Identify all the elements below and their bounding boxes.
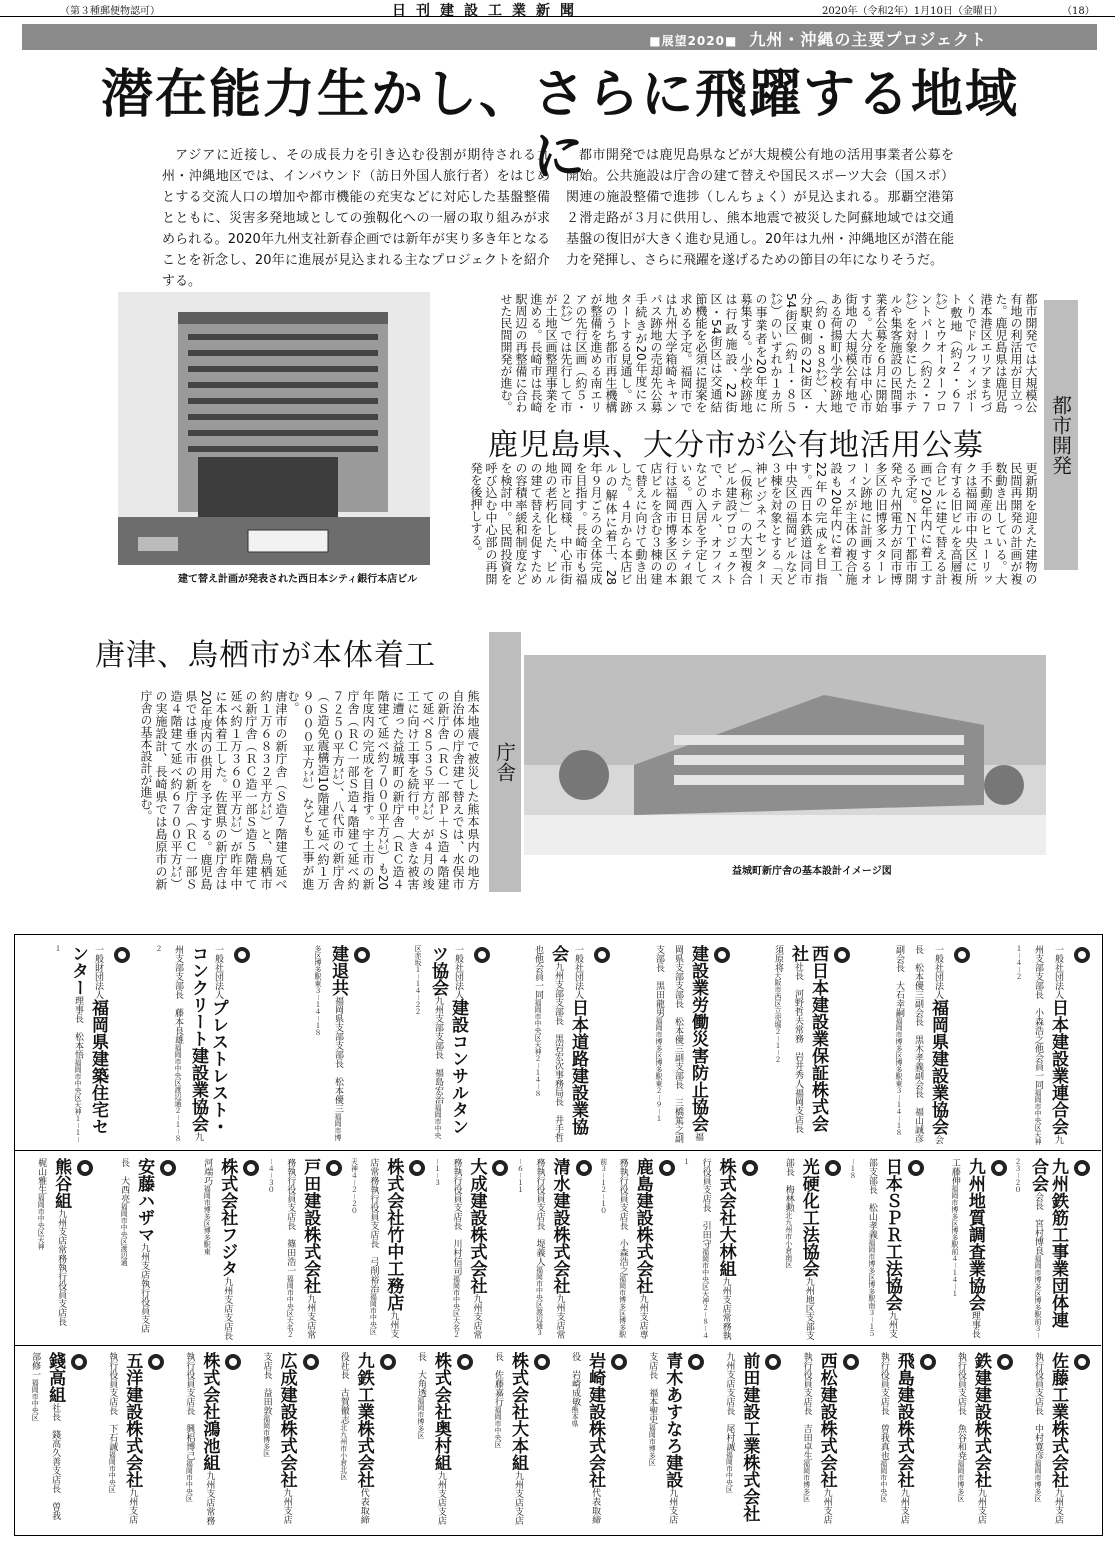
company-logo-icon <box>841 1352 863 1374</box>
ad-address: 福岡市中央区 <box>108 1451 117 1493</box>
ad-address: 福岡市中央区天神２－８－４１ <box>682 1158 710 1339</box>
ad-block <box>978 945 1094 1145</box>
ad-block <box>932 1158 1011 1347</box>
ad-person: 支店長 曽我部修一 <box>30 1352 61 1520</box>
ad-address: 福岡市博多区博多駅東３－１４－１８ <box>895 1017 903 1136</box>
ad-person: 支店長 大角透 <box>415 1352 446 1525</box>
ad-organization: 株式会社鴻池組 <box>199 1352 220 1471</box>
company-logo-icon <box>1072 1158 1094 1180</box>
ad-department: 九州支店 <box>368 1158 399 1338</box>
toshi-text-top: 都市開発では大規模公有地の利活用が目立った。鹿児島県は鹿児島港本港区エリアまちづくりでドルフィンポート敷地（約２・６７㌶）とウオーターフロントパーク（約２・７㌶）を対象にしたホテルや集客施設の民間事業者公募を６月に開始する。大分市は中心市街地の大規模公有地である荷揚町小学校跡地（約０・８８㌶）、大分駅東側の22街区・54街区（約１・８５㌶）のいずれか１カ所の事業者を20年度に募集する。小学校跡地は行政施設、22街区・54街区は交通結節機能を必須に提案を求める予定。福岡市では九州大学箱崎キャンパス跡地の売却先公募手続きが20年度にスタートする見通し。跡地のうち都市再生機構が整備を進める南エリアの先行区画（約５・２㌶）では先行して市が土地区画整理事業を進める。長崎市は長崎駅周辺の再整備に合わせた民間開発が進む。 <box>499 293 1038 413</box>
ad-department: 九州支店 <box>637 1294 648 1330</box>
ad-person: 専務執行役員支店長 小森浩之 <box>617 1158 648 1339</box>
ad-person: 執行役員支店長 曽我真也 <box>878 1352 889 1460</box>
ad-department: 九州支部 <box>866 1158 897 1338</box>
ad-person: 副会長 大石幸嗣 <box>894 945 904 1017</box>
ad-block <box>600 1158 679 1340</box>
company-logo-icon <box>592 945 614 967</box>
tag-toshi: 都市開発 <box>1044 300 1078 570</box>
ad-organization: 株式会社竹中工務店 <box>383 1158 404 1311</box>
ad-person: 執行役員支店長 中村寛彦 <box>1032 1352 1043 1460</box>
ad-organization: 株式会社奥村組 <box>430 1352 451 1471</box>
ad-block <box>350 1158 429 1340</box>
ad-department: 福岡県支部 <box>333 996 343 1041</box>
ad-person: 支店長 福本聖史 <box>647 1352 658 1424</box>
ad-address: 福岡市博多区 <box>802 1460 811 1502</box>
ad-person: 執行役員支店長 下石誠 <box>107 1352 118 1451</box>
ad-organization: 西松建設株式会社 <box>816 1352 837 1488</box>
ad-department: 九州支部 <box>433 996 443 1032</box>
ad-block <box>249 1352 322 1528</box>
ad-block <box>481 1352 554 1528</box>
company-logo-icon <box>407 1158 429 1180</box>
ad-block <box>635 1352 708 1528</box>
ad-organization: 九州地質調査業協会 <box>964 1158 985 1311</box>
chousha-text-left: 唐津市の新庁舎（Ｓ造７階建て延べ約１万６８３２平方㍍）と、鳥栖市の新庁舎（ＲＣ造一部Ｓ造５階建て延べ約１万３６０平方㍍）が昨年中に本体着工した。佐賀県の新庁舎は20年度内の供用を予定する。鹿児島県では垂水市の新庁舎（ＲＣ一部Ｓ造４階建て延べ約６７００平方㍍）の実施設計、長崎県では島原市の新庁舎の基本設計が進む。 <box>139 690 288 890</box>
ad-organization: 鉄建建設株式会社 <box>970 1352 991 1488</box>
ad-person: 会長 宮村博良 <box>1032 1192 1043 1255</box>
paper-name: 日刊建設工業新聞 <box>392 3 584 19</box>
ad-organization: 福岡県建築住宅センター <box>68 945 108 1135</box>
ad-department: 九州支店 <box>435 1471 446 1507</box>
ad-organization: 株式会社大林組 <box>715 1158 736 1277</box>
ad-block <box>867 1352 940 1528</box>
ad-organization: 株式会社フジタ <box>217 1158 238 1277</box>
ad-address: 福岡市博多区 <box>648 1424 657 1466</box>
ad-organization: 福岡県建設業協会 <box>928 999 948 1135</box>
company-logo-icon <box>75 1158 97 1180</box>
ad-organization: 飛島建設株式会社 <box>893 1352 914 1488</box>
ad-department: 九州支店 <box>512 1471 523 1507</box>
ad-person: 支部長 松本優三 <box>333 1041 343 1113</box>
ad-block <box>138 945 254 1145</box>
ad-block <box>18 945 134 1145</box>
postal-note: （第３種郵便物認可） <box>60 6 160 17</box>
ad-block <box>184 1158 263 1349</box>
ad-person: 理事長 松本悟 <box>73 996 83 1059</box>
section-title: 九州・沖縄の主要プロジェクト <box>749 30 987 49</box>
company-logo-icon <box>146 1352 168 1374</box>
ad-block <box>858 945 974 1145</box>
ad-person: 代表取締役 岩崎成敏 <box>570 1352 601 1524</box>
ad-address: 福岡市中央区天神４－２－２０ <box>350 1158 378 1335</box>
ad-block <box>738 945 854 1145</box>
ad-address: 福岡市中央区天神１－１－１ <box>54 945 82 1143</box>
company-logo-icon <box>763 1352 785 1374</box>
headline: 潜在能力生かし、さらに飛躍する地域に <box>100 65 1019 187</box>
company-logo-icon <box>918 1352 940 1374</box>
ad-address: 福岡市中央区渡辺通３－６－１１ <box>516 1158 544 1336</box>
ad-address: 熊本県 <box>571 1406 580 1427</box>
ad-department: 九州支店 <box>821 1488 832 1524</box>
ad-block <box>849 1158 928 1340</box>
ad-person: 執行役員支店長 大西亮 <box>119 1158 150 1333</box>
company-logo-icon <box>995 1352 1017 1374</box>
ad-address: 福岡市博多区 <box>956 1460 965 1502</box>
company-logo-icon <box>686 1352 708 1374</box>
ad-organization: 建設コンサルタンツ協会 <box>428 945 468 1135</box>
ad-organization: 熊谷組 <box>51 1158 72 1209</box>
ad-block <box>433 1158 512 1340</box>
ad-person: 副会長 黒木孝義 <box>913 999 923 1071</box>
ad-person: 支店長 佐藤嘉行 <box>492 1352 523 1525</box>
ad-block <box>789 1352 862 1528</box>
ad-person: 支部長 福島宏治 <box>433 1032 443 1104</box>
ad-organization: 日本ＳＰＲ工法協会 <box>881 1158 902 1311</box>
ad-organization: 建退共 <box>328 945 348 996</box>
company-logo-icon <box>324 1158 346 1180</box>
ad-person: 他会員一同 <box>533 954 543 999</box>
ad-person: 支部長 黒岩宏次 <box>553 998 563 1070</box>
company-logo-icon <box>823 1158 845 1180</box>
ad-organization: 株式会社大本組 <box>507 1352 528 1471</box>
company-logo-icon <box>232 945 254 967</box>
ad-address: 大阪市西区立売堀２－１－２ <box>774 972 782 1063</box>
ad-person: 常務執行役員支店長 興梠博己 <box>184 1352 215 1525</box>
bank-photo-caption: 建て替え計画が発表された西日本シティ銀行本店ビル <box>178 574 418 585</box>
ad-department: 九州支店 <box>898 1488 909 1524</box>
ad-department: 九州支部 <box>173 945 203 1141</box>
ad-organization: 岩崎建設株式会社 <box>585 1352 606 1488</box>
ad-address: 福岡市博多区博多駅東 <box>203 1185 212 1255</box>
company-logo-icon <box>657 1158 679 1180</box>
company-logo-icon <box>574 1158 596 1180</box>
ad-block <box>172 1352 245 1528</box>
ad-person: 執行役員支店長 吉田卓生 <box>801 1352 812 1460</box>
ad-person: 支部長 松山孝義 <box>866 1167 877 1239</box>
ad-block <box>18 1352 91 1528</box>
ad-organization: 前田建設工業株式会社 <box>739 1352 760 1522</box>
chousha-subhead: 唐津、鳥栖市が本体着工 <box>95 638 436 673</box>
ad-person: 執行役員支店長 魚谷和尭 <box>955 1352 966 1460</box>
bank-building-photo <box>118 292 430 565</box>
ad-person: 支部長 小森浩之 <box>1033 972 1043 1044</box>
toshi-col-mid <box>440 462 1038 585</box>
ad-address: 北九州市小倉北区 <box>339 1424 348 1480</box>
ad-address: 北九州市小倉南区 <box>784 1212 793 1268</box>
ad-department: 九州支店 <box>222 1277 233 1313</box>
page-number: （18） <box>1062 6 1095 17</box>
ad-organization: 光硬化工法協会 <box>798 1158 819 1277</box>
toshi-subhead: 鹿児島県、大分市が公有地活用公募 <box>488 428 984 463</box>
ad-person: 社長 河野哲夫 <box>793 962 803 1025</box>
ad-block <box>618 945 734 1145</box>
ad-address: 福岡市博多区博多駅前４－１４－１ <box>950 1185 959 1297</box>
ad-block <box>766 1158 845 1340</box>
company-logo-icon <box>952 945 974 967</box>
ad-department: 九州支部 <box>553 962 563 998</box>
ad-organization: 青木あすなろ建設 <box>662 1352 683 1488</box>
company-logo-icon <box>301 1352 323 1374</box>
company-logo-icon <box>1072 1352 1094 1374</box>
ad-department: 九州支店 <box>724 1352 735 1388</box>
ad-address: 福岡市中央区赤坂１－１４－２２ <box>414 945 442 1139</box>
ad-address: 福岡市中央区渡辺通 <box>120 1203 129 1266</box>
ad-person: 常務執行役員支店長 弓削裕治 <box>368 1167 379 1293</box>
ad-block <box>683 1158 762 1340</box>
ad-person: 支店長 河端巧 <box>202 1158 233 1349</box>
ad-department: 福岡県支部 <box>673 945 703 1141</box>
company-logo-icon <box>352 945 374 967</box>
ad-person: 支部長 梅林勲 <box>783 1158 814 1340</box>
company-logo-icon <box>378 1352 400 1374</box>
ad-department: 九州支店 <box>720 1277 731 1313</box>
ad-person: 社長 錢高久善 <box>50 1403 61 1466</box>
ad-block <box>712 1352 785 1528</box>
ad-address: 福岡市博多区博多駅東３－１４－１８ <box>314 945 342 1141</box>
company-logo-icon <box>112 945 134 967</box>
company-logo-icon <box>1072 945 1094 967</box>
ad-prefix: 一般財団法人 <box>93 945 103 999</box>
ad-organization: 日本道路建設業協会 <box>548 945 588 1135</box>
ad-organization: 錢高組 <box>45 1352 66 1403</box>
ad-block <box>258 945 374 1145</box>
company-logo-icon <box>455 1352 477 1374</box>
ad-block <box>498 945 614 1145</box>
ad-organization: 西日本建設業保証株式会社 <box>788 945 828 1132</box>
ad-person: 常務執行役員支店長 堤義人 <box>534 1158 565 1339</box>
ad-department: 九州支部 <box>1033 945 1063 1144</box>
ad-address: 福岡市博多区博多駅南３－１５－１８ <box>848 1158 876 1337</box>
ad-person: 福岡支店長 須原将 <box>773 945 803 1142</box>
ad-person: 代表取締役社長 古賀徹志 <box>338 1352 369 1524</box>
ad-block <box>18 1158 97 1340</box>
chousha-col-left <box>78 690 288 890</box>
ad-department: 九州支店 <box>667 1488 678 1524</box>
ad-address: 福岡市中央区 <box>879 1460 888 1502</box>
company-logo-icon <box>223 1352 245 1374</box>
lead-right: 都市開発では鹿児島県などが大規模公有地の活用事業者公募を開始。公共施設は庁舎の建て替えや国民スポーツ大会（国スポ）関連の施設整備で進捗（しんちょく）が見込まれる。那覇空港第２滑走路が３月に供用し、熊本地震で被災した阿蘇地域では交通基盤の復旧が大きく進む見通し。20年は九州・沖縄地区が潜在能力を発揮し、さらに飛躍を遂げるための節目の年になりそうだ。 <box>566 148 954 268</box>
ad-address: 福岡市中央区天神２－１４－８ <box>534 999 542 1097</box>
ad-block <box>404 1352 477 1528</box>
ad-person: 副支部長 三橋篤之 <box>673 1053 683 1134</box>
ads-row-divider-1 <box>14 1150 1101 1151</box>
company-logo-icon <box>740 1158 762 1180</box>
chousha-col-right <box>286 690 480 890</box>
ad-organization: 大成建設株式会社 <box>466 1158 487 1294</box>
chousha-text-right: 熊本地震で被災した熊本県内の地方自治体の庁舎建て替えでは、水俣市の新庁舎（ＲＣ一部Ｐ＋Ｓ造４階建て延べ８５３５平方㍍）が４月の竣工に向け工事を続行中。大きな被害に遭った益城町の新庁舎（ＲＣ造４階建て延べ約７０００平方㍍）も20年度内の完成を目指す。宇土市の新庁舎（ＲＣ一部Ｓ造４階建て延べ約７２５０平方㍍）、八代市の新庁舎（Ｓ造免震構造10階建て延べ約１万９０００平方㍍）なども工事が進む。 <box>286 690 480 890</box>
ads-row-divider-2 <box>14 1345 1101 1346</box>
ad-person: 支部長 松本優三 <box>673 981 683 1053</box>
ad-block <box>516 1158 595 1340</box>
mashiki-image-caption: 益城町新庁舎の基本設計イメージ図 <box>732 866 892 877</box>
ad-organization: プレストレスト・コンクリート建設業協会 <box>188 945 228 1135</box>
company-logo-icon <box>609 1352 631 1374</box>
company-logo-icon <box>241 1158 263 1180</box>
company-logo-icon <box>906 1158 928 1180</box>
ad-person: 常務執行役員支店長 篠田浩一 <box>285 1158 316 1339</box>
ad-address: 福岡市博多区 <box>416 1397 425 1439</box>
ad-person: 常務執行役員支店長 引田守 <box>700 1158 731 1340</box>
ad-address: 福岡市中央区 <box>493 1406 502 1448</box>
ad-organization: 九鉄工業株式会社 <box>353 1352 374 1488</box>
ad-department: 九州支店 <box>281 1488 292 1524</box>
company-logo-icon <box>69 1352 91 1374</box>
lead-left: アジアに近接し、その成長力を引き込む役割が期待される九州・沖縄地区では、インバウンド（訪日外国人旅行者）をはじめとする交流人口の増加や都市機能の充実などに対応した基盤整備とともに、災害多発地域としての強靱化への一層の取り組みが求められる。2020年九州支社新春企画では新年が実り多き年となることを祈念し、20年に進展が見込まれる主なプロジェクトを紹介する。 <box>162 148 550 289</box>
ad-person: 支店長 尾村誠 <box>724 1388 735 1451</box>
ad-organization: 広成建設株式会社 <box>276 1352 297 1488</box>
ad-person: 他会員一同 <box>1033 1044 1043 1089</box>
ad-person: 副会長 福山誠彦 <box>913 1071 923 1143</box>
issue-date: 2020年（令和2年）1月10日（金曜日） <box>822 6 1003 17</box>
ad-department: 九州支店 <box>204 1471 215 1507</box>
ad-address: 福岡市中央区渡辺通２－１－８２ <box>155 945 182 1142</box>
ad-person: 支部長 藤本良雄 <box>173 972 183 1044</box>
ad-department: 九州地区支部 <box>803 1277 814 1331</box>
ad-department: 九州支店 <box>305 1294 316 1330</box>
toshi-col-top <box>440 293 1038 413</box>
ad-organization: 五洋建設株式会社 <box>122 1352 143 1488</box>
ad-person: 理事長 工藤伸 <box>949 1158 980 1347</box>
ad-address: 福岡市中央区 <box>185 1460 194 1502</box>
ad-organization: 佐藤工業株式会社 <box>1047 1352 1068 1488</box>
ad-address: 福岡市博多区 <box>1033 1460 1042 1502</box>
company-logo-icon <box>712 945 734 967</box>
ad-address: 福岡市中央区大名２－４－３０ <box>267 1158 295 1338</box>
ad-department: 九州支店 <box>554 1294 565 1330</box>
company-logo-icon <box>490 1158 512 1180</box>
toshi-text-mid: 更新期を迎えた建物の民間再開発の計画が複数動き出している。大手不動産のヒューリックは福岡市中央区に所有する旧ビルを高層複合ビルに建て替える計画で20年内に着工する予定。ＮＴＴ都市開発や九州電力が同市博多区の旧博多スターレーン跡地に計画するオフィスが主体の複合施設も20年内に着工、22年の完成を目指す。西日本鉄道は同市中央区の福岡ビルなど３棟を対象とする「天神ビジネスセンター（仮称）」の大型複合ビル建設プロジェクトで、ホテル、オフィスなどの入居を予定している。西日本シティ銀行は福岡市博多区の本店ビルを含む３棟の建て替えに向けて動き出した。４月から本店ビルの解体に着工、28年９月ごろの全体完成を目指す。長崎市も福岡市と同様、中心市街地の老朽化した、ビルの建て替えを促すための容積率緩和制度などを検討中。民間投資を呼び込む中心部の再開発を後押しする。 <box>469 462 1038 585</box>
masthead <box>0 0 1115 17</box>
ad-organization: 日本建設業連合会 <box>1048 999 1068 1135</box>
ad-prefix: 一般社団法人 <box>1053 945 1063 999</box>
company-logo-icon <box>158 1158 180 1180</box>
ad-department: 九州支店 <box>56 1209 67 1245</box>
ad-block <box>327 1352 400 1528</box>
ad-person: 事務局長 井手哲也 <box>533 945 563 1142</box>
ad-organization: 安藤ハザマ <box>134 1158 155 1243</box>
ad-block <box>267 1158 346 1340</box>
ad-address: 福岡市中央区大名２－１－３ <box>433 1158 461 1338</box>
company-logo-icon <box>989 1158 1011 1180</box>
section-bar <box>22 24 1097 50</box>
company-logo-icon <box>832 945 854 967</box>
ad-organization: 九州鉄筋工事業団体連合会 <box>1027 1158 1068 1328</box>
ad-department: 九州支店 <box>139 1243 150 1279</box>
ad-address: 福岡市中央区 <box>725 1451 734 1493</box>
ad-address: 福岡市中央区 <box>31 1379 40 1421</box>
ad-department: 九州支店 <box>1052 1488 1063 1524</box>
ad-block <box>95 1352 168 1528</box>
ad-person: 副支部長 黒田龍男 <box>654 945 683 1143</box>
ad-block <box>1021 1352 1094 1528</box>
ad-address: 福岡市博多区博多駅前３－２３－２０ <box>1013 1158 1042 1339</box>
ad-person: 支店長 益田敦 <box>261 1352 272 1415</box>
ad-prefix: 一般社団法人 <box>933 945 943 999</box>
ad-person: 会長 松本優三 <box>913 945 943 1144</box>
ad-address: 福岡市博多区博多駅東２－９－１ <box>655 1017 663 1122</box>
ad-prefix: 一般社団法人 <box>213 945 223 999</box>
company-logo-icon <box>472 945 494 967</box>
ad-person: 常務執行役員支店長 梶山雅生 <box>36 1158 67 1335</box>
ad-block <box>558 1352 631 1528</box>
company-logo-icon <box>532 1352 554 1374</box>
ad-person: 常務執行役員支店長 川村信司 <box>451 1158 482 1339</box>
ad-organization: 建設業労働災害防止協会 <box>688 945 708 1132</box>
ad-organization: 清水建設株式会社 <box>549 1158 570 1294</box>
ad-address: 福岡市博多区博多駅前３－１２－１０ <box>599 1158 627 1338</box>
ad-address: 福岡市中央区天神 <box>37 1194 46 1250</box>
ad-address: 福岡市中央区天神１－４－２ <box>1015 945 1042 1145</box>
ad-department: 九州支店 <box>471 1294 482 1330</box>
section-prefix: ■展望2020■ <box>649 34 738 48</box>
ad-block <box>378 945 494 1145</box>
ad-block <box>1015 1158 1094 1340</box>
ad-prefix: 一般社団法人 <box>573 945 583 999</box>
ad-department: 九州支店 <box>975 1488 986 1524</box>
ad-organization: 戸田建設株式会社 <box>300 1158 321 1294</box>
ad-block <box>101 1158 180 1340</box>
ad-person: 常務 岩井秀人 <box>793 1025 803 1088</box>
ad-block <box>944 1352 1017 1528</box>
ad-prefix: 一般社団法人 <box>453 945 463 999</box>
ad-department: 九州支店 <box>127 1488 138 1524</box>
mashiki-office-image <box>524 655 1046 855</box>
ad-organization: 鹿島建設株式会社 <box>632 1158 653 1294</box>
ad-address: 福岡市博多区 <box>262 1415 271 1457</box>
tag-chousha: 庁舎 <box>489 632 521 892</box>
